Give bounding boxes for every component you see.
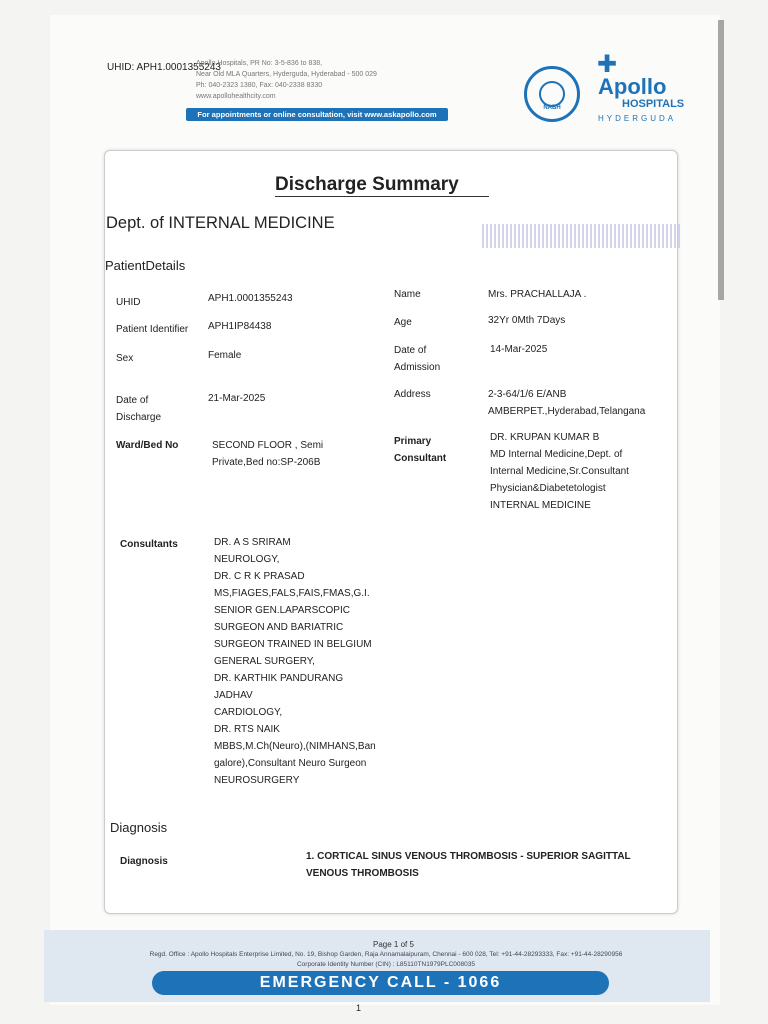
- age-value: 32Yr 0Mth 7Days: [488, 315, 566, 326]
- admission-label: Date of Admission: [394, 345, 441, 373]
- sex-label: Sex: [116, 353, 134, 364]
- scan-edge: [718, 20, 724, 300]
- admission-value: 14-Mar-2025: [490, 344, 548, 355]
- barcode-stamp: [482, 224, 682, 248]
- header-uhid: UHID: APH1.0001355243: [107, 62, 221, 73]
- brand-name: Apollo: [598, 74, 667, 99]
- brand-location: HYDERGUDA: [598, 114, 677, 123]
- diagnosis-text: 1. CORTICAL SINUS VENOUS THROMBOSIS - SUPERIOR SAGITTAL VENOUS THROMBOSIS: [306, 851, 631, 879]
- appointment-banner: For appointments or online consultation, visit www.askapollo.com: [186, 108, 448, 121]
- consultant-value: DR. KRUPAN KUMAR B MD Internal Medicine,Dept. of Internal Medicine,Sr.Consultant Physician&Diabetetologist INTERNAL MEDICINE: [490, 432, 629, 511]
- consultants-label: Consultants: [120, 539, 178, 550]
- nabh-seal-icon: NABH: [524, 66, 580, 122]
- name-label: Name: [394, 289, 421, 300]
- name-value: Mrs. PRACHALLAJA .: [488, 289, 587, 300]
- patient-details-heading: PatientDetails: [105, 258, 186, 273]
- consultants-list: DR. A S SRIRAM NEUROLOGY, DR. C R K PRASAD MS,FIAGES,FALS,FAIS,FMAS,G.I. SENIOR GEN.LAPARSCOPIC SURGEON AND BARIATRIC SURGEON TRAINED IN BELGIUM GENERAL SURGERY, DR. KARTHIK PANDURANG JADHAV CARDIOLOGY, DR. RTS NAIK MBBS,M.Ch(Neuro),(NIMHANS,Ban galore),Consultant Neuro Surgeon NEUROSURGERY: [214, 537, 376, 786]
- identifier-label: Patient Identifier: [116, 324, 189, 335]
- hospital-address: Apollo Hospitals, PR No: 3-5-836 to 838, Near Old MLA Quarters, Hyderguda, Hyderabad - 500 029 Ph: 040-2323 1380, Fax: 040-2338 8330 www.apollohealthcity.com: [196, 60, 377, 100]
- identifier-value: APH1IP84438: [208, 321, 272, 332]
- address-label: Address: [394, 389, 431, 400]
- consultant-label: Primary Consultant: [394, 436, 447, 464]
- discharge-label: Date of Discharge: [116, 395, 162, 423]
- page-of: Page 1 of 5: [373, 940, 414, 949]
- department: Dept. of INTERNAL MEDICINE: [106, 214, 335, 232]
- apollo-logo-icon: ✚: [597, 51, 618, 78]
- ward-label: Ward/Bed No: [116, 440, 179, 451]
- age-label: Age: [394, 317, 412, 328]
- uhid-label: UHID: [116, 297, 141, 308]
- emergency-banner: EMERGENCY CALL - 1066: [152, 971, 609, 995]
- sex-value: Female: [208, 350, 242, 361]
- diagnosis-heading: Diagnosis: [110, 820, 168, 835]
- ward-value: SECOND FLOOR , Semi Private,Bed no:SP-206B: [212, 440, 324, 468]
- registered-office: Regd. Office : Apollo Hospitals Enterprise Limited, No. 19, Bishop Garden, Raja Annamalaipuram, Chennai - 600 028, Tel: +91-44-28293333, Fax: +91-44-28290956 Corporate Identity Number (CIN) : L85110TN1979PLC008035: [149, 951, 623, 968]
- diagnosis-label: Diagnosis: [120, 856, 168, 867]
- title-underline: [275, 196, 489, 197]
- discharge-value: 21-Mar-2025: [208, 393, 266, 404]
- page-title: Discharge Summary: [275, 174, 459, 195]
- summary-card: [104, 150, 678, 914]
- brand-sub: HOSPITALS: [622, 98, 685, 110]
- page-number: 1: [356, 1003, 362, 1013]
- address-value: 2-3-64/1/6 E/ANB AMBERPET.,Hyderabad,Telangana: [488, 389, 646, 417]
- uhid-value: APH1.0001355243: [208, 293, 293, 304]
